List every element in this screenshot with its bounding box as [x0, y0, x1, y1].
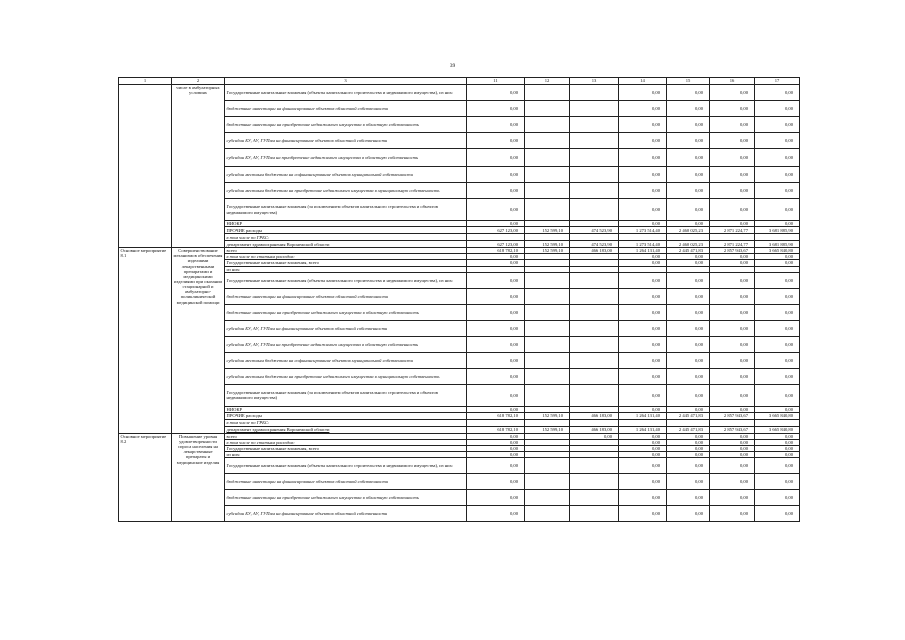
amount-cell: 0,00 [667, 490, 710, 506]
column-number-row [119, 78, 800, 85]
expense-item-cell: Государственные капитальные вложения (за исключением объектов капитального строительства и объектов недвижимого имущества) [225, 384, 467, 406]
amount-cell [525, 149, 570, 167]
amount-cell: 1 273 514,40 [619, 227, 667, 234]
amount-cell: 0,00 [667, 439, 710, 445]
amount-cell: 0,00 [710, 384, 755, 406]
amount-cell: 0,00 [467, 221, 525, 227]
amount-cell [570, 85, 619, 101]
amount-cell: 0,00 [755, 490, 800, 506]
amount-cell [525, 101, 570, 117]
amount-cell: 0,00 [467, 433, 525, 439]
amount-cell: 0,00 [755, 260, 800, 266]
amount-cell: 0,00 [667, 149, 710, 167]
column-number-cell: 15 [667, 78, 710, 85]
amount-cell [467, 234, 525, 241]
amount-cell [525, 474, 570, 490]
amount-cell: 0,00 [710, 199, 755, 221]
amount-cell: 0,00 [710, 439, 755, 445]
amount-cell [525, 419, 570, 426]
expense-item-cell: бюджетные инвестиции на приобретение недвижимого имущества в областную собственность [225, 304, 467, 320]
amount-cell: 0,00 [467, 167, 525, 183]
amount-cell: 0,00 [467, 352, 525, 368]
amount-cell: 0,00 [619, 474, 667, 490]
amount-cell [525, 234, 570, 241]
column-number-cell: 12 [525, 78, 570, 85]
expense-item-cell: Государственные капитальные вложения, всего [225, 446, 467, 452]
measure-name-cell: Совершенствование механизмов обеспечения изделиями лекарственными препаратами и медицинскими изделиями при оказании стационарной и амбулаторно-поликлинической медицинской помощи [172, 248, 225, 434]
amount-cell: 0,00 [710, 368, 755, 384]
amount-cell: 0,00 [667, 458, 710, 474]
expense-item-cell: ПРОЧИЕ расходы [225, 412, 467, 419]
amount-cell: 0,00 [710, 260, 755, 266]
amount-cell: 0,00 [619, 458, 667, 474]
amount-cell: 2 857 943,67 [710, 426, 755, 433]
amount-cell: 0,00 [467, 446, 525, 452]
amount-cell: 0,00 [755, 167, 800, 183]
amount-cell: 0,00 [710, 85, 755, 101]
amount-cell [525, 458, 570, 474]
amount-cell: 0,00 [467, 320, 525, 336]
amount-cell [525, 336, 570, 352]
expense-item-cell: Государственные капитальные вложения (объекты капитального строительства и недвижимого имущества), из них: [225, 85, 467, 101]
amount-cell: 0,00 [710, 474, 755, 490]
expense-item-cell: субсидии БУ, АУ, ГУПам на финансирование объектов областной собственности [225, 133, 467, 149]
column-number-cell: 1 [119, 78, 172, 85]
amount-cell: 0,00 [710, 304, 755, 320]
amount-cell: 0,00 [710, 458, 755, 474]
amount-cell: 0,00 [619, 167, 667, 183]
amount-cell: 0,00 [710, 221, 755, 227]
amount-cell: 0,00 [619, 101, 667, 117]
amount-cell: 0,00 [710, 320, 755, 336]
amount-cell: 0,00 [619, 272, 667, 288]
amount-cell: 0,00 [667, 304, 710, 320]
amount-cell [755, 419, 800, 426]
amount-cell [525, 183, 570, 199]
measure-code-cell: Основное мероприятие 8.2 [119, 433, 172, 522]
amount-cell: 0,00 [619, 368, 667, 384]
amount-cell: 0,00 [755, 458, 800, 474]
amount-cell [570, 474, 619, 490]
amount-cell [525, 304, 570, 320]
amount-cell: 0,00 [467, 368, 525, 384]
amount-cell [570, 419, 619, 426]
amount-cell: 0,00 [467, 133, 525, 149]
expense-item-cell: всего [225, 433, 467, 439]
amount-cell: 3 681 885,90 [755, 227, 800, 234]
amount-cell: 0,00 [619, 439, 667, 445]
amount-cell [570, 320, 619, 336]
expense-item-cell: из них: [225, 452, 467, 458]
amount-cell: 2 871 224,77 [710, 227, 755, 234]
amount-cell: 0,00 [467, 272, 525, 288]
expense-item-cell: бюджетные инвестиции на финансирование объектов областной собственности [225, 474, 467, 490]
amount-cell [619, 419, 667, 426]
amount-cell [525, 368, 570, 384]
expense-item-cell: бюджетные инвестиции на финансирование объектов областной собственности [225, 288, 467, 304]
amount-cell: 0,00 [667, 260, 710, 266]
amount-cell [525, 199, 570, 221]
amount-cell: 2 460 025,23 [667, 241, 710, 248]
amount-cell: 0,00 [667, 221, 710, 227]
amount-cell: 466 183,00 [570, 426, 619, 433]
amount-cell: 0,00 [619, 133, 667, 149]
amount-cell: 1 264 131,40 [619, 248, 667, 254]
amount-cell: 0,00 [467, 474, 525, 490]
amount-cell [570, 384, 619, 406]
amount-cell: 0,00 [755, 452, 800, 458]
amount-cell [525, 352, 570, 368]
amount-cell [525, 288, 570, 304]
amount-cell: 618 782,10 [467, 412, 525, 419]
amount-cell: 0,00 [467, 506, 525, 522]
amount-cell: 0,00 [467, 336, 525, 352]
amount-cell: 627 123,00 [467, 241, 525, 248]
amount-cell: 2 857 943,67 [710, 248, 755, 254]
expense-item-cell: субсидии БУ, АУ, ГУПам на финансирование объектов областной собственности [225, 320, 467, 336]
column-number-cell: 11 [467, 78, 525, 85]
expense-item-cell: субсидии местным бюджетам на софинансирование объектов муниципальной собственности [225, 167, 467, 183]
amount-cell [570, 133, 619, 149]
expense-item-cell: НИОКР [225, 406, 467, 412]
amount-cell: 0,00 [619, 384, 667, 406]
expense-item-cell: субсидии местным бюджетам на приобретение недвижимого имущества в муниципальную собственность [225, 183, 467, 199]
amount-cell: 0,00 [755, 101, 800, 117]
expense-item-cell: ПРОЧИЕ расходы [225, 227, 467, 234]
amount-cell: 0,00 [755, 384, 800, 406]
column-number-cell: 14 [619, 78, 667, 85]
amount-cell: 2 871 224,77 [710, 241, 755, 248]
amount-cell: 0,00 [619, 85, 667, 101]
amount-cell: 0,00 [667, 254, 710, 260]
amount-cell: 3 681 885,90 [755, 241, 800, 248]
amount-cell: 0,00 [467, 199, 525, 221]
expense-item-cell: всего [225, 248, 467, 254]
amount-cell [570, 490, 619, 506]
amount-cell: 0,00 [710, 288, 755, 304]
amount-cell: 0,00 [619, 490, 667, 506]
expense-item-cell: департамент здравоохранения Воронежской области [225, 241, 467, 248]
amount-cell [570, 199, 619, 221]
amount-cell: 0,00 [467, 288, 525, 304]
amount-cell [525, 506, 570, 522]
amount-cell: 0,00 [710, 352, 755, 368]
amount-cell: 0,00 [667, 167, 710, 183]
amount-cell: 0,00 [755, 199, 800, 221]
amount-cell: 466 183,00 [570, 248, 619, 254]
amount-cell [570, 272, 619, 288]
amount-cell: 2 460 025,23 [667, 227, 710, 234]
amount-cell: 3 665 840,80 [755, 248, 800, 254]
amount-cell: 1 264 131,40 [619, 426, 667, 433]
amount-cell: 2 445 471,83 [667, 412, 710, 419]
amount-cell: 152 599,10 [525, 248, 570, 254]
expense-item-cell: субсидии БУ, АУ, ГУПам на приобретение недвижимого имущества в областную собственность [225, 336, 467, 352]
amount-cell [667, 419, 710, 426]
amount-cell: 0,00 [710, 506, 755, 522]
amount-cell: 0,00 [467, 304, 525, 320]
amount-cell [570, 304, 619, 320]
amount-cell: 0,00 [755, 336, 800, 352]
expense-item-cell: в том числе по статьям расходов: [225, 439, 467, 445]
amount-cell: 466 183,00 [570, 412, 619, 419]
amount-cell: 0,00 [667, 272, 710, 288]
amount-cell: 0,00 [667, 433, 710, 439]
amount-cell: 0,00 [755, 254, 800, 260]
amount-cell: 0,00 [755, 474, 800, 490]
amount-cell [619, 234, 667, 241]
amount-cell: 0,00 [710, 490, 755, 506]
amount-cell: 0,00 [667, 199, 710, 221]
amount-cell: 0,00 [710, 406, 755, 412]
expense-item-cell: субсидии местным бюджетам на приобретение недвижимого имущества в муниципальную собственность [225, 368, 467, 384]
amount-cell [570, 288, 619, 304]
amount-cell: 0,00 [755, 352, 800, 368]
amount-cell: 0,00 [619, 221, 667, 227]
amount-cell: 0,00 [619, 149, 667, 167]
amount-cell: 0,00 [755, 320, 800, 336]
amount-cell [570, 336, 619, 352]
amount-cell: 0,00 [667, 506, 710, 522]
amount-cell: 3 665 840,80 [755, 412, 800, 419]
measure-name-cell: Повышение уровня удовлетворенности спроса населения на лекарственные препараты и медицинские изделия [172, 433, 225, 522]
amount-cell: 0,00 [710, 167, 755, 183]
expense-item-cell: Государственные капитальные вложения, всего [225, 260, 467, 266]
amount-cell: 627 123,00 [467, 227, 525, 234]
amount-cell [570, 352, 619, 368]
amount-cell: 0,00 [755, 506, 800, 522]
amount-cell [570, 368, 619, 384]
amount-cell: 0,00 [619, 254, 667, 260]
column-number-cell: 17 [755, 78, 800, 85]
amount-cell: 0,00 [667, 406, 710, 412]
amount-cell: 0,00 [755, 433, 800, 439]
amount-cell: 0,00 [710, 183, 755, 199]
amount-cell: 1 273 514,40 [619, 241, 667, 248]
column-number-cell: 2 [172, 78, 225, 85]
amount-cell [525, 117, 570, 133]
amount-cell: 0,00 [467, 452, 525, 458]
amount-cell: 0,00 [467, 458, 525, 474]
amount-cell [467, 419, 525, 426]
amount-cell: 0,00 [667, 117, 710, 133]
amount-cell: 0,00 [619, 260, 667, 266]
expense-item-cell: в том числе по ГРБС: [225, 234, 467, 241]
expense-item-cell: Государственные капитальные вложения (объекты капитального строительства и недвижимого имущества), из них: [225, 458, 467, 474]
amount-cell: 0,00 [710, 452, 755, 458]
amount-cell: 0,00 [467, 117, 525, 133]
amount-cell: 0,00 [710, 254, 755, 260]
amount-cell: 0,00 [619, 288, 667, 304]
expense-item-cell: в том числе по ГРБС: [225, 419, 467, 426]
amount-cell [525, 167, 570, 183]
amount-cell [570, 183, 619, 199]
amount-cell: 0,00 [710, 433, 755, 439]
expense-item-cell: бюджетные инвестиции на финансирование объектов областной собственности [225, 101, 467, 117]
amount-cell [525, 272, 570, 288]
table-row [119, 85, 800, 101]
amount-cell: 2 445 471,83 [667, 248, 710, 254]
amount-cell: 0,00 [710, 272, 755, 288]
amount-cell: 0,00 [467, 406, 525, 412]
expense-item-cell: субсидии БУ, АУ, ГУПам на финансирование объектов областной собственности [225, 506, 467, 522]
expense-item-cell: в том числе по статьям расходов: [225, 254, 467, 260]
amount-cell: 152 599,10 [525, 241, 570, 248]
amount-cell: 0,00 [755, 133, 800, 149]
amount-cell: 0,00 [755, 446, 800, 452]
amount-cell: 0,00 [619, 304, 667, 320]
amount-cell: 0,00 [755, 85, 800, 101]
amount-cell [570, 149, 619, 167]
amount-cell: 0,00 [667, 452, 710, 458]
amount-cell: 152 599,10 [525, 227, 570, 234]
amount-cell: 0,00 [755, 221, 800, 227]
amount-cell: 0,00 [619, 183, 667, 199]
amount-cell: 0,00 [710, 133, 755, 149]
expense-item-cell: НИОКР [225, 221, 467, 227]
amount-cell: 0,00 [667, 183, 710, 199]
amount-cell: 0,00 [667, 85, 710, 101]
amount-cell: 0,00 [619, 199, 667, 221]
measure-code-cell: Основное мероприятие 8.1 [119, 248, 172, 434]
amount-cell: 0,00 [667, 320, 710, 336]
expense-item-cell: Государственные капитальные вложения (за исключением объектов капитального строительства и объектов недвижимого имущества) [225, 199, 467, 221]
amount-cell [570, 117, 619, 133]
amount-cell: 2 857 943,67 [710, 412, 755, 419]
column-number-cell: 3 [225, 78, 467, 85]
amount-cell: 2 445 471,83 [667, 426, 710, 433]
amount-cell: 0,00 [755, 304, 800, 320]
amount-cell [570, 458, 619, 474]
amount-cell: 0,00 [570, 433, 619, 439]
amount-cell [570, 167, 619, 183]
page-number: 39 [449, 63, 456, 69]
amount-cell [710, 419, 755, 426]
amount-cell [525, 320, 570, 336]
amount-cell: 474 523,90 [570, 241, 619, 248]
amount-cell: 1 264 131,40 [619, 412, 667, 419]
amount-cell: 0,00 [667, 101, 710, 117]
amount-cell: 0,00 [619, 320, 667, 336]
amount-cell [525, 384, 570, 406]
amount-cell: 474 523,90 [570, 227, 619, 234]
amount-cell: 152 599,10 [525, 412, 570, 419]
amount-cell: 0,00 [619, 433, 667, 439]
amount-cell: 0,00 [619, 336, 667, 352]
amount-cell: 0,00 [667, 133, 710, 149]
amount-cell: 0,00 [467, 183, 525, 199]
amount-cell: 0,00 [755, 406, 800, 412]
amount-cell: 0,00 [710, 336, 755, 352]
amount-cell: 0,00 [755, 117, 800, 133]
amount-cell: 0,00 [710, 117, 755, 133]
amount-cell [667, 234, 710, 241]
column-number-cell: 16 [710, 78, 755, 85]
amount-cell: 0,00 [467, 439, 525, 445]
expense-item-cell: бюджетные инвестиции на приобретение недвижимого имущества в областную собственность [225, 490, 467, 506]
amount-cell: 0,00 [667, 384, 710, 406]
amount-cell: 0,00 [467, 85, 525, 101]
amount-cell [570, 101, 619, 117]
amount-cell: 0,00 [619, 352, 667, 368]
measure-code-cell [119, 85, 172, 248]
amount-cell: 0,00 [667, 368, 710, 384]
amount-cell: 0,00 [755, 272, 800, 288]
expense-item-cell: субсидии БУ, АУ, ГУПам на приобретение недвижимого имущества в областную собственность [225, 149, 467, 167]
amount-cell: 0,00 [667, 336, 710, 352]
amount-cell [570, 234, 619, 241]
amount-cell: 0,00 [467, 490, 525, 506]
amount-cell: 0,00 [710, 446, 755, 452]
amount-cell: 3 665 840,80 [755, 426, 800, 433]
amount-cell: 0,00 [755, 149, 800, 167]
amount-cell: 0,00 [667, 474, 710, 490]
amount-cell: 0,00 [667, 352, 710, 368]
amount-cell: 618 782,10 [467, 248, 525, 254]
amount-cell [755, 234, 800, 241]
amount-cell: 0,00 [619, 117, 667, 133]
column-number-cell: 13 [570, 78, 619, 85]
amount-cell: 0,00 [755, 368, 800, 384]
amount-cell: 0,00 [755, 439, 800, 445]
amount-cell: 0,00 [467, 384, 525, 406]
amount-cell: 152 599,10 [525, 426, 570, 433]
amount-cell: 0,00 [619, 452, 667, 458]
amount-cell [525, 85, 570, 101]
amount-cell: 618 782,10 [467, 426, 525, 433]
amount-cell: 0,00 [467, 254, 525, 260]
amount-cell [525, 490, 570, 506]
amount-cell [710, 234, 755, 241]
measure-name-cell: числе в амбулаторных условиях [172, 85, 225, 248]
budget-table [118, 77, 800, 522]
amount-cell: 0,00 [710, 149, 755, 167]
amount-cell: 0,00 [667, 288, 710, 304]
expense-item-cell: субсидии местным бюджетам на софинансирование объектов муниципальной собственности [225, 352, 467, 368]
expense-item-cell: Государственные капитальные вложения (объекты капитального строительства и недвижимого имущества), из них: [225, 272, 467, 288]
amount-cell [525, 133, 570, 149]
amount-cell: 0,00 [755, 288, 800, 304]
amount-cell: 0,00 [619, 446, 667, 452]
amount-cell: 0,00 [619, 406, 667, 412]
expense-item-cell: из них: [225, 266, 467, 272]
expense-item-cell: бюджетные инвестиции на приобретение недвижимого имущества в областную собственность [225, 117, 467, 133]
amount-cell: 0,00 [467, 101, 525, 117]
amount-cell: 0,00 [755, 183, 800, 199]
expense-item-cell: департамент здравоохранения Воронежской области [225, 426, 467, 433]
amount-cell: 0,00 [619, 506, 667, 522]
amount-cell: 0,00 [710, 101, 755, 117]
amount-cell: 0,00 [467, 149, 525, 167]
amount-cell: 0,00 [667, 446, 710, 452]
amount-cell: 0,00 [467, 260, 525, 266]
amount-cell [570, 506, 619, 522]
